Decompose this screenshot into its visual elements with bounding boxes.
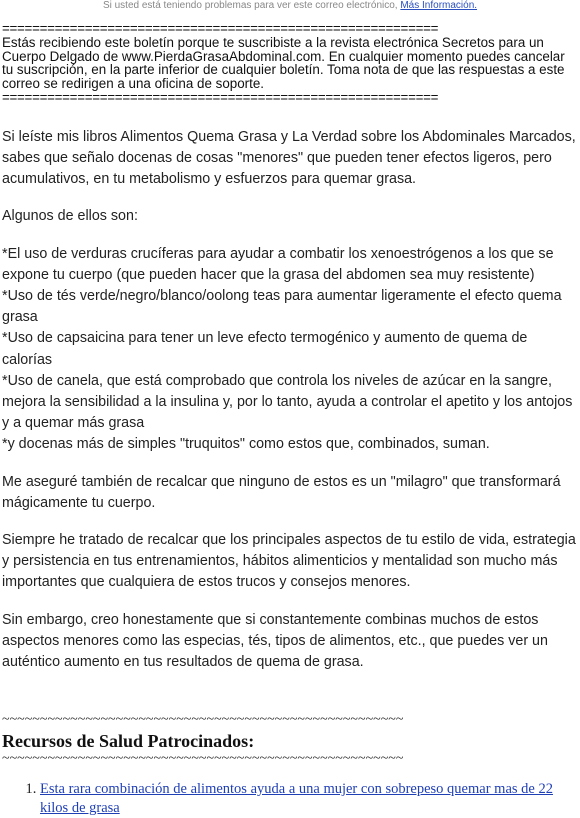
resources-heading: Recursos de Salud Patrocinados: — [2, 731, 255, 752]
always-paragraph: Siempre he tratado de recalcar que los principales aspectos de tu estilo de vida, estrategia y persistencia en tus entrenamientos, hábitos alimenticios y mentalidad son mucho más importantes que cualquiera de estos trucos y consejos menores. — [2, 532, 576, 591]
sponsored-links-list — [2, 780, 578, 818]
notice-top-rule: ========================================================== — [2, 22, 439, 36]
sponsored-link[interactable]: Esta rara combinación de alimentos ayuda a una mujer con sobrepeso quemar mas de 22 kilos de grasa — [40, 781, 553, 817]
problem-text: Si usted está teniendo problemas para ver este correo electrónico, — [102, 0, 398, 11]
newsletter-body — [0, 105, 580, 818]
some-are-paragraph: Algunos de ellos son: — [2, 208, 138, 225]
more-info-link[interactable]: Más Información. — [400, 0, 478, 11]
however-paragraph: Sin embargo, creo honestamente que si constantemente combinas muchos de estos aspectos menores como las especias, tés, tipos de alimentos, etc., que puedes ver un auténtico aumento en tus resultados de quema de grasa. — [2, 611, 548, 671]
resources-top-rule: ~~~~~~~~~~~~~~~~~~~~~~~~~~~~~~~~~~~~~~~~~~~~~~~~~~~~~ — [2, 713, 404, 728]
tip-item: *Uso de canela, que está comprobado que controla los niveles de azúcar en la sangre, mejora la sensibilidad a la insulina y, por lo tanto, ayuda a controlar el apetito y los antojos y a quemar más grasa — [2, 372, 573, 432]
tips-list — [2, 244, 578, 456]
notice-bottom-rule: ========================================================== — [2, 90, 439, 105]
notice-text: Estás recibiendo este boletín porque te suscribiste a la revista electrónica Secretos para un Cuerpo Delgado de www.PierdaGrasaAbdominal.com. En cualquier momento puedes cancelar tu suscripción, en la parte inferior de cualquier boletín. Toma nota de que las respuestas a este correo se redirigen a una oficina de soporte. — [2, 34, 565, 92]
subscription-notice — [0, 22, 580, 105]
intro-paragraph: Si leíste mis libros Alimentos Quema Grasa y La Verdad sobre los Abdominales Marcados, sabes que señalo docenas de cosas "menores" que pueden tener efectos ligeros, pero acumulativos, en tu metabolismo y esfuerzos para quemar grasa. — [2, 128, 576, 188]
tip-item: *Uso de tés verde/negro/blanco/oolong teas para aumentar ligeramente el efecto quema grasa — [2, 288, 562, 326]
tip-item: *y docenas más de simples "truquitos" como estos que, combinados, suman. — [2, 436, 490, 453]
tip-item: *El uso de verduras crucíferas para ayudar a combatir los xenoestrógenos a los que se expone tu cuerpo (que pueden hacer que la grasa del abdomen sea muy resistente) — [2, 245, 554, 283]
view-problem-bar — [0, 0, 580, 14]
tip-item: *Uso de capsaicina para tener un leve efecto termogénico y aumento de quema de calorías — [2, 330, 528, 368]
sponsored-link-item — [40, 780, 578, 818]
miracle-paragraph: Me aseguré también de recalcar que ninguno de estos es un "milagro" que transformará mágicamente tu cuerpo. — [2, 473, 561, 511]
resources-bottom-rule: ~~~~~~~~~~~~~~~~~~~~~~~~~~~~~~~~~~~~~~~~~~~~~~~~~~~~~ — [2, 752, 404, 767]
